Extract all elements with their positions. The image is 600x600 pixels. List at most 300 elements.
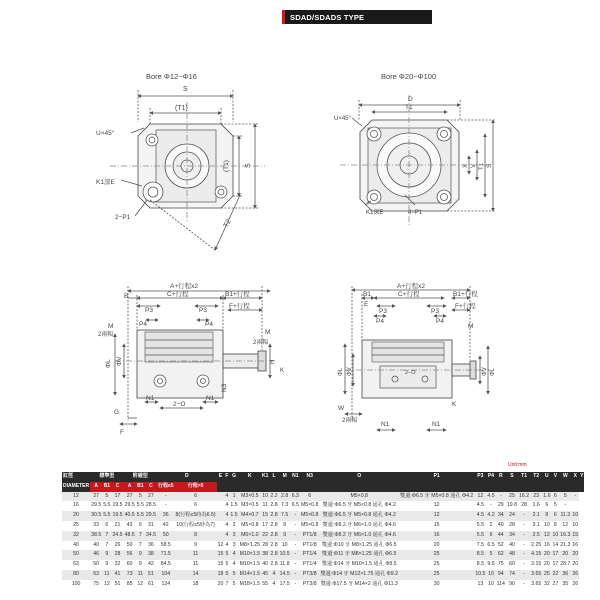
table-cell: 52 — [496, 541, 506, 551]
table-cell: 55 — [261, 580, 269, 590]
table-cell: 50 — [62, 550, 90, 560]
table-cell: 23 — [530, 492, 542, 502]
dim-n1a-right: N1 — [381, 421, 390, 428]
table-cell: 43 — [124, 521, 136, 531]
table-cell: 20 — [62, 511, 90, 521]
table-cell: 10 — [279, 541, 291, 551]
subheader-blank-9 — [269, 482, 278, 492]
table-row — [62, 531, 584, 541]
table-row — [62, 580, 584, 590]
front-view-large — [340, 95, 496, 225]
table-cell: 15 — [217, 560, 225, 570]
dim-p3b-left: P3 — [199, 307, 207, 314]
dim-s-large: S — [486, 163, 493, 168]
table-cell: 17 — [551, 560, 559, 570]
table-cell: 10 — [571, 521, 579, 531]
table-cell: 50 — [124, 541, 136, 551]
table-cell: PT3/8 — [300, 570, 319, 580]
table-cell: 25 — [62, 521, 90, 531]
subheader-blank-16 — [486, 482, 495, 492]
table-cell: 32 — [542, 580, 551, 590]
table-cell: 9 — [279, 531, 291, 541]
table-cell: 2.8 — [269, 521, 278, 531]
table-cell: 34 — [506, 531, 518, 541]
table-cell: 2.8 — [269, 531, 278, 541]
table-cell: 42 — [145, 560, 157, 570]
dim-k1: K1深E — [96, 179, 115, 186]
dim-d: D — [408, 96, 413, 103]
dim-fb-right: F+行程 — [455, 303, 476, 310]
table-cell: 6 — [486, 531, 495, 541]
table-cell: 6 — [175, 501, 217, 511]
table-cell: 5 — [229, 580, 238, 590]
dim-w-flat-left: 2兩幅 — [98, 332, 114, 338]
table-cell: 11 — [136, 570, 145, 580]
table-cell: 17 — [261, 521, 269, 531]
table-cell: 25 — [399, 560, 474, 570]
table-cell: 4.5 — [474, 501, 486, 511]
table-cell: 11 — [261, 501, 269, 511]
side-view-small — [115, 286, 275, 424]
dim-p3b-right: P3 — [431, 308, 439, 315]
dim-p4b-right: P4 — [436, 318, 444, 325]
table-cell: 15 — [571, 531, 579, 541]
table-cell: - — [291, 550, 300, 560]
table-row — [62, 492, 584, 502]
table-cell: 20 — [217, 580, 225, 590]
table-cell: 3.1 — [530, 521, 542, 531]
table-cell: - — [518, 531, 530, 541]
subheader-6: 行程≤5 — [157, 482, 175, 492]
table-cell: 9 — [136, 550, 145, 560]
header-5: F — [224, 472, 229, 482]
table-cell: 28 — [518, 501, 530, 511]
table-cell: 5 — [229, 570, 238, 580]
table-cell: 18 — [217, 570, 225, 580]
table-cell: 18 — [175, 580, 217, 590]
subheader-blank-21 — [542, 482, 551, 492]
table-cell: 13 — [474, 580, 486, 590]
table-cell: 8(行程≤5時為6.5) — [175, 511, 217, 521]
table-cell: 4 — [224, 521, 229, 531]
table-cell: 28.5 — [145, 501, 157, 511]
subheader-blank-4 — [217, 482, 225, 492]
dim-s-side: S — [245, 163, 252, 168]
dim-n3-left: N3 — [221, 383, 228, 392]
table-cell: 40 — [261, 560, 269, 570]
table-row — [62, 550, 584, 560]
table-cell: 8 — [279, 521, 291, 531]
dim-wb-right: 2兩幅 — [342, 418, 358, 424]
dim-a-left: A+行程x2 — [170, 283, 198, 290]
header-standard: 標準型 — [90, 472, 123, 482]
table-cell: 4 — [269, 580, 278, 590]
table-cell: 20 — [542, 560, 551, 570]
table-cell: 21.3 — [559, 541, 571, 551]
table-cell: 3 — [229, 531, 238, 541]
header-9: L — [269, 472, 278, 482]
table-cell: 3.65 — [530, 580, 542, 590]
subheader-blank-23 — [559, 482, 571, 492]
table-cell: - — [157, 501, 175, 511]
table-cell: 12 — [542, 531, 551, 541]
table-cell: 6 — [542, 501, 551, 511]
table-cell: 75 — [496, 560, 506, 570]
dim-b1-right: B1 — [363, 291, 371, 298]
table-cell: 16.3 — [559, 531, 571, 541]
table-cell: 10.5 — [474, 570, 486, 580]
table-cell: 63 — [62, 560, 90, 570]
subheader-blank-20 — [530, 482, 542, 492]
header-19: T1 — [518, 472, 530, 482]
table-cell: 2.25 — [530, 541, 542, 551]
table-cell: 雙邊:Φ8.2 牙 M6×1.0 通孔 Φ4.6 — [319, 531, 399, 541]
table-cell: 5.5 — [474, 531, 486, 541]
table-cell: M5×0.8 — [319, 492, 399, 502]
table-cell: 6 — [102, 521, 111, 531]
table-cell: 50 — [90, 560, 102, 570]
table-cell: 28 — [261, 541, 269, 551]
table-cell: 36 — [559, 570, 571, 580]
table-cell: - — [486, 501, 495, 511]
table-cell: 雙邊:Φ14 牙 M12×1.75 通孔 Φ9.2 — [319, 570, 399, 580]
table-cell: 3 — [229, 541, 238, 551]
table-cell: 4 — [269, 570, 278, 580]
table-cell: 10(行程≤5時為7) — [175, 521, 217, 531]
table-cell: 36 — [157, 511, 175, 521]
table-cell: 24 — [506, 511, 518, 521]
table-cell: PT1/4 — [300, 560, 319, 570]
table-cell: 27 — [551, 580, 559, 590]
table-cell: - — [518, 570, 530, 580]
table-cell: M14×1.5 — [239, 570, 261, 580]
table-subheader-row — [62, 482, 584, 492]
dim-p4a-right: P4 — [376, 318, 384, 325]
table-cell: 雙邊:Φ8.2 牙 M6×1.0 通孔 Φ4.6 — [319, 521, 399, 531]
dim-t1-side: (T1) — [223, 160, 230, 172]
table-cell: 3.15 — [530, 560, 542, 570]
table-cell: 25 — [399, 570, 474, 580]
subheader-4: B1 — [136, 482, 145, 492]
table-cell: 14 — [175, 570, 217, 580]
subheader-3: A — [124, 482, 136, 492]
table-cell: 15 — [261, 511, 269, 521]
table-cell: 80 — [62, 570, 90, 580]
table-cell: 40 — [506, 541, 518, 551]
header-12: N3 — [300, 472, 319, 482]
table-cell: 5 — [486, 550, 495, 560]
dim-k-right: K — [452, 401, 457, 408]
dim-g-left: G — [114, 409, 120, 416]
table-cell: 8.5 — [474, 560, 486, 570]
table-cell: 28 — [506, 521, 518, 531]
table-cell: 25 — [506, 492, 518, 502]
table-cell — [217, 501, 225, 511]
table-cell: 10.5 — [279, 550, 291, 560]
table-cell: - — [571, 492, 579, 502]
table-cell: 50 — [157, 531, 175, 541]
table-cell: 2.5 — [530, 531, 542, 541]
table-cell: 48.5 — [124, 531, 136, 541]
table-cell: 8 — [175, 531, 217, 541]
table-cell: 40 — [90, 541, 102, 551]
header-diameter: 缸徑 — [62, 472, 90, 482]
table-cell: 38 — [261, 550, 269, 560]
table-cell — [217, 511, 225, 521]
table-cell: 16.2 — [518, 492, 530, 502]
table-cell: 3.65 — [530, 570, 542, 580]
table-cell: - — [518, 580, 530, 590]
table-cell: 27 — [145, 492, 157, 502]
table-cell: M6×1.0 — [239, 531, 261, 541]
table-cell: 4 — [229, 560, 238, 570]
table-cell: - — [157, 492, 175, 502]
table-cell: 9.5 — [486, 560, 495, 570]
header-24: X — [571, 472, 579, 482]
table-cell: 28.7 — [559, 560, 571, 570]
dim-h-left: H — [270, 359, 276, 364]
header-15: P3 — [474, 472, 486, 482]
table-cell: 12 — [136, 580, 145, 590]
header-23: W — [559, 472, 571, 482]
table-cell: 10 — [486, 570, 495, 580]
table-cell: 雙邊:Φ17.5 牙 M14×2 通孔 Φ11.3 — [319, 580, 399, 590]
table-cell: 雙邊:Φ6.5 牙 M5×0.8 通孔 Φ4.2 — [319, 501, 399, 511]
table-cell: 44 — [496, 531, 506, 541]
subheader-0: A — [90, 482, 102, 492]
table-cell: 11.3 — [559, 511, 571, 521]
header-13: O — [319, 472, 399, 482]
table-cell: M3×0.5 — [239, 501, 261, 511]
subheader-blank-18 — [506, 482, 518, 492]
subheader-7: 行程>5 — [175, 482, 217, 492]
table-cell: 10 — [542, 521, 551, 531]
table-row — [62, 521, 584, 531]
dim-p1: 2−P1 — [115, 214, 131, 221]
subheader-blank-10 — [279, 482, 291, 492]
subheader-blank-14 — [399, 482, 474, 492]
table-cell: 48 — [506, 550, 518, 560]
table-cell: 6 — [136, 521, 145, 531]
dim-p4a-left: P4 — [139, 321, 147, 328]
table-cell: M10×1.5 — [239, 560, 261, 570]
header-7: K — [239, 472, 261, 482]
table-cell: 雙邊:Φ14 牙 M10×1.5 通孔 Φ8.5 — [319, 560, 399, 570]
dim-e-right: E — [364, 301, 369, 308]
table-cell: - — [559, 501, 571, 511]
subheader-blank-19 — [518, 482, 530, 492]
table-cell: 40 — [62, 541, 90, 551]
table-cell: 16 — [571, 541, 579, 551]
dim-f1-left: F+行程 — [229, 303, 250, 310]
table-cell: 31 — [145, 521, 157, 531]
table-cell: 2.8 — [269, 511, 278, 521]
table-cell: - — [518, 511, 530, 521]
table-cell: - — [291, 531, 300, 541]
table-cell: 4 — [229, 550, 238, 560]
subheader-blank-11 — [291, 482, 300, 492]
dim-v: V — [471, 163, 477, 168]
table-cell: 15 — [399, 521, 474, 531]
dim-n1a-left: N1 — [146, 395, 155, 402]
table-cell: M8×1.25 — [239, 541, 261, 551]
header-10: M — [279, 472, 291, 482]
table-cell: 1 — [229, 492, 238, 502]
table-cell: 雙邊:Φ6.5 牙 M5×0.8 通孔 Φ4.2 — [399, 492, 474, 502]
table-cell: 8 — [551, 521, 559, 531]
dim-w-right: W — [338, 405, 345, 412]
table-cell: 71.5 — [157, 550, 175, 560]
dim-m-right: M — [468, 323, 474, 330]
table-cell: 2.8 — [269, 501, 278, 511]
subheader-blank-17 — [496, 482, 506, 492]
header-18: S — [506, 472, 518, 482]
dim-phiv-left: ΦV — [116, 356, 123, 366]
dim-c-left: C+行程 — [167, 291, 189, 298]
table-cell: 58.5 — [157, 541, 175, 551]
table-cell: 74 — [506, 570, 518, 580]
table-cell: 14 — [551, 541, 559, 551]
table-cell: 8.5 — [474, 550, 486, 560]
table-cell: 20 — [571, 560, 579, 570]
table-cell: 4.15 — [530, 550, 542, 560]
page-title: SDAD/SDADS TYPE — [282, 10, 432, 24]
table-cell: 14.5 — [279, 570, 291, 580]
table-cell: 25 — [399, 550, 474, 560]
table-cell: 38.5 — [90, 531, 102, 541]
table-cell: 17.5 — [279, 580, 291, 590]
dim-phil-left: ΦL — [105, 359, 112, 368]
dim-p3a-left: P3 — [145, 307, 153, 314]
table-cell: PT1/4 — [300, 550, 319, 560]
dim-b1-left: B1+行程 — [225, 291, 250, 298]
table-cell: 40 — [496, 521, 506, 531]
table-cell: 94 — [496, 570, 506, 580]
table-cell: 10 — [261, 492, 269, 502]
table-cell: 104 — [157, 570, 175, 580]
dim-l-right: ΦL — [490, 367, 496, 376]
table-cell: 51 — [145, 570, 157, 580]
table-cell: 9 — [102, 560, 111, 570]
dim-t1-side-large: T1 — [479, 162, 485, 170]
dim-a-right: A+行程x2 — [397, 283, 425, 290]
table-cell: 10 — [571, 511, 579, 521]
table-cell: M18×1.5 — [239, 580, 261, 590]
dim-n1b-right: N1 — [432, 421, 441, 428]
table-cell: - — [518, 541, 530, 551]
table-cell: 60 — [124, 560, 136, 570]
table-cell: - — [291, 570, 300, 580]
table-cell: 84.5 — [157, 560, 175, 570]
table-cell: 26 — [571, 570, 579, 580]
table-body — [62, 492, 584, 590]
table-cell: 2.8 — [269, 541, 278, 551]
header-11: N1 — [291, 472, 300, 482]
table-cell: 12 — [399, 511, 474, 521]
table-cell: 2.8 — [269, 550, 278, 560]
dim-u-large: U×45° — [334, 116, 351, 122]
table-cell: 17 — [551, 550, 559, 560]
table-cell: 5.5 — [102, 511, 111, 521]
table-cell — [217, 521, 225, 531]
header-25: Y — [579, 472, 584, 482]
table-cell: 124 — [157, 580, 175, 590]
table-cell: 32 — [111, 560, 123, 570]
table-cell: 5 — [559, 492, 571, 502]
table-cell: 28 — [111, 550, 123, 560]
header-6: G — [229, 472, 238, 482]
dim-o-right: 2−O — [405, 370, 416, 376]
dim-p3a-right: P3 — [379, 308, 387, 315]
header-20: T2 — [530, 472, 542, 482]
dim-k1-large: K1深E — [366, 210, 384, 216]
table-cell: 12 — [399, 501, 474, 511]
table-cell — [217, 531, 225, 541]
header-4: E — [217, 472, 225, 482]
table-cell: M10×1.5 — [239, 550, 261, 560]
subheader-blank-13 — [319, 482, 399, 492]
table-cell: 9 — [102, 550, 111, 560]
table-cell: 4.5 — [474, 511, 486, 521]
table-cell: 2 — [229, 521, 238, 531]
table-cell: 2 — [486, 521, 495, 531]
dim-x: X — [463, 163, 469, 168]
table-cell: 雙邊:Φ10 牙 M8×1.25 通孔 Φ6.5 — [319, 541, 399, 551]
table-cell: 15 — [217, 550, 225, 560]
table-cell: 11 — [102, 570, 111, 580]
table-cell: 5.5 — [136, 501, 145, 511]
subheader-1: B1 — [102, 482, 111, 492]
table-row — [62, 570, 584, 580]
table-cell: 10 — [486, 580, 495, 590]
dim-v-right: ΦV — [482, 367, 488, 376]
table-cell: 7 — [136, 531, 145, 541]
table-cell: PT1/8 — [300, 531, 319, 541]
subheader-blank-7 — [239, 482, 261, 492]
table-cell: 雙邊:Φ11 牙 M8×1.25 通孔 Φ6.5 — [319, 550, 399, 560]
table-cell: 60 — [506, 560, 518, 570]
dim-c-right: C+行程 — [398, 291, 420, 298]
table-cell: 90 — [506, 580, 518, 590]
dim-p4b-left: P4 — [205, 321, 213, 328]
table-cell: 雙邊:Φ6.5 牙 M5×0.8 通孔 Φ4.2 — [319, 511, 399, 521]
table-cell: 2.8 — [269, 560, 278, 570]
table-cell: 5 — [102, 492, 111, 502]
table-cell: 75 — [90, 580, 102, 590]
table-cell: 5 — [224, 570, 229, 580]
table-cell: 56 — [124, 550, 136, 560]
table-cell: M5×0.8 — [300, 511, 319, 521]
table-cell: PT3/8 — [300, 580, 319, 590]
dim-p1-large: 4−P1 — [408, 210, 423, 216]
table-cell: 30 — [399, 580, 474, 590]
table-cell: 7 — [224, 580, 229, 590]
table-cell: 29.5 — [145, 511, 157, 521]
table-cell: 11 — [175, 560, 217, 570]
table-cell: PT1/8 — [300, 541, 319, 551]
table-cell: - — [291, 511, 300, 521]
table-cell: 7.3 — [279, 501, 291, 511]
table-cell: 16 — [62, 501, 90, 511]
subheader-blank-24 — [571, 482, 579, 492]
table-cell: 29.5 — [90, 501, 102, 511]
subheader-blank-22 — [551, 482, 559, 492]
table-cell: 35 — [559, 580, 571, 590]
table-cell: 29 — [496, 501, 506, 511]
table-cell: 5 — [551, 501, 559, 511]
table-cell: 1.6 — [542, 492, 551, 502]
header-magnetic: 附磁型 — [124, 472, 157, 482]
